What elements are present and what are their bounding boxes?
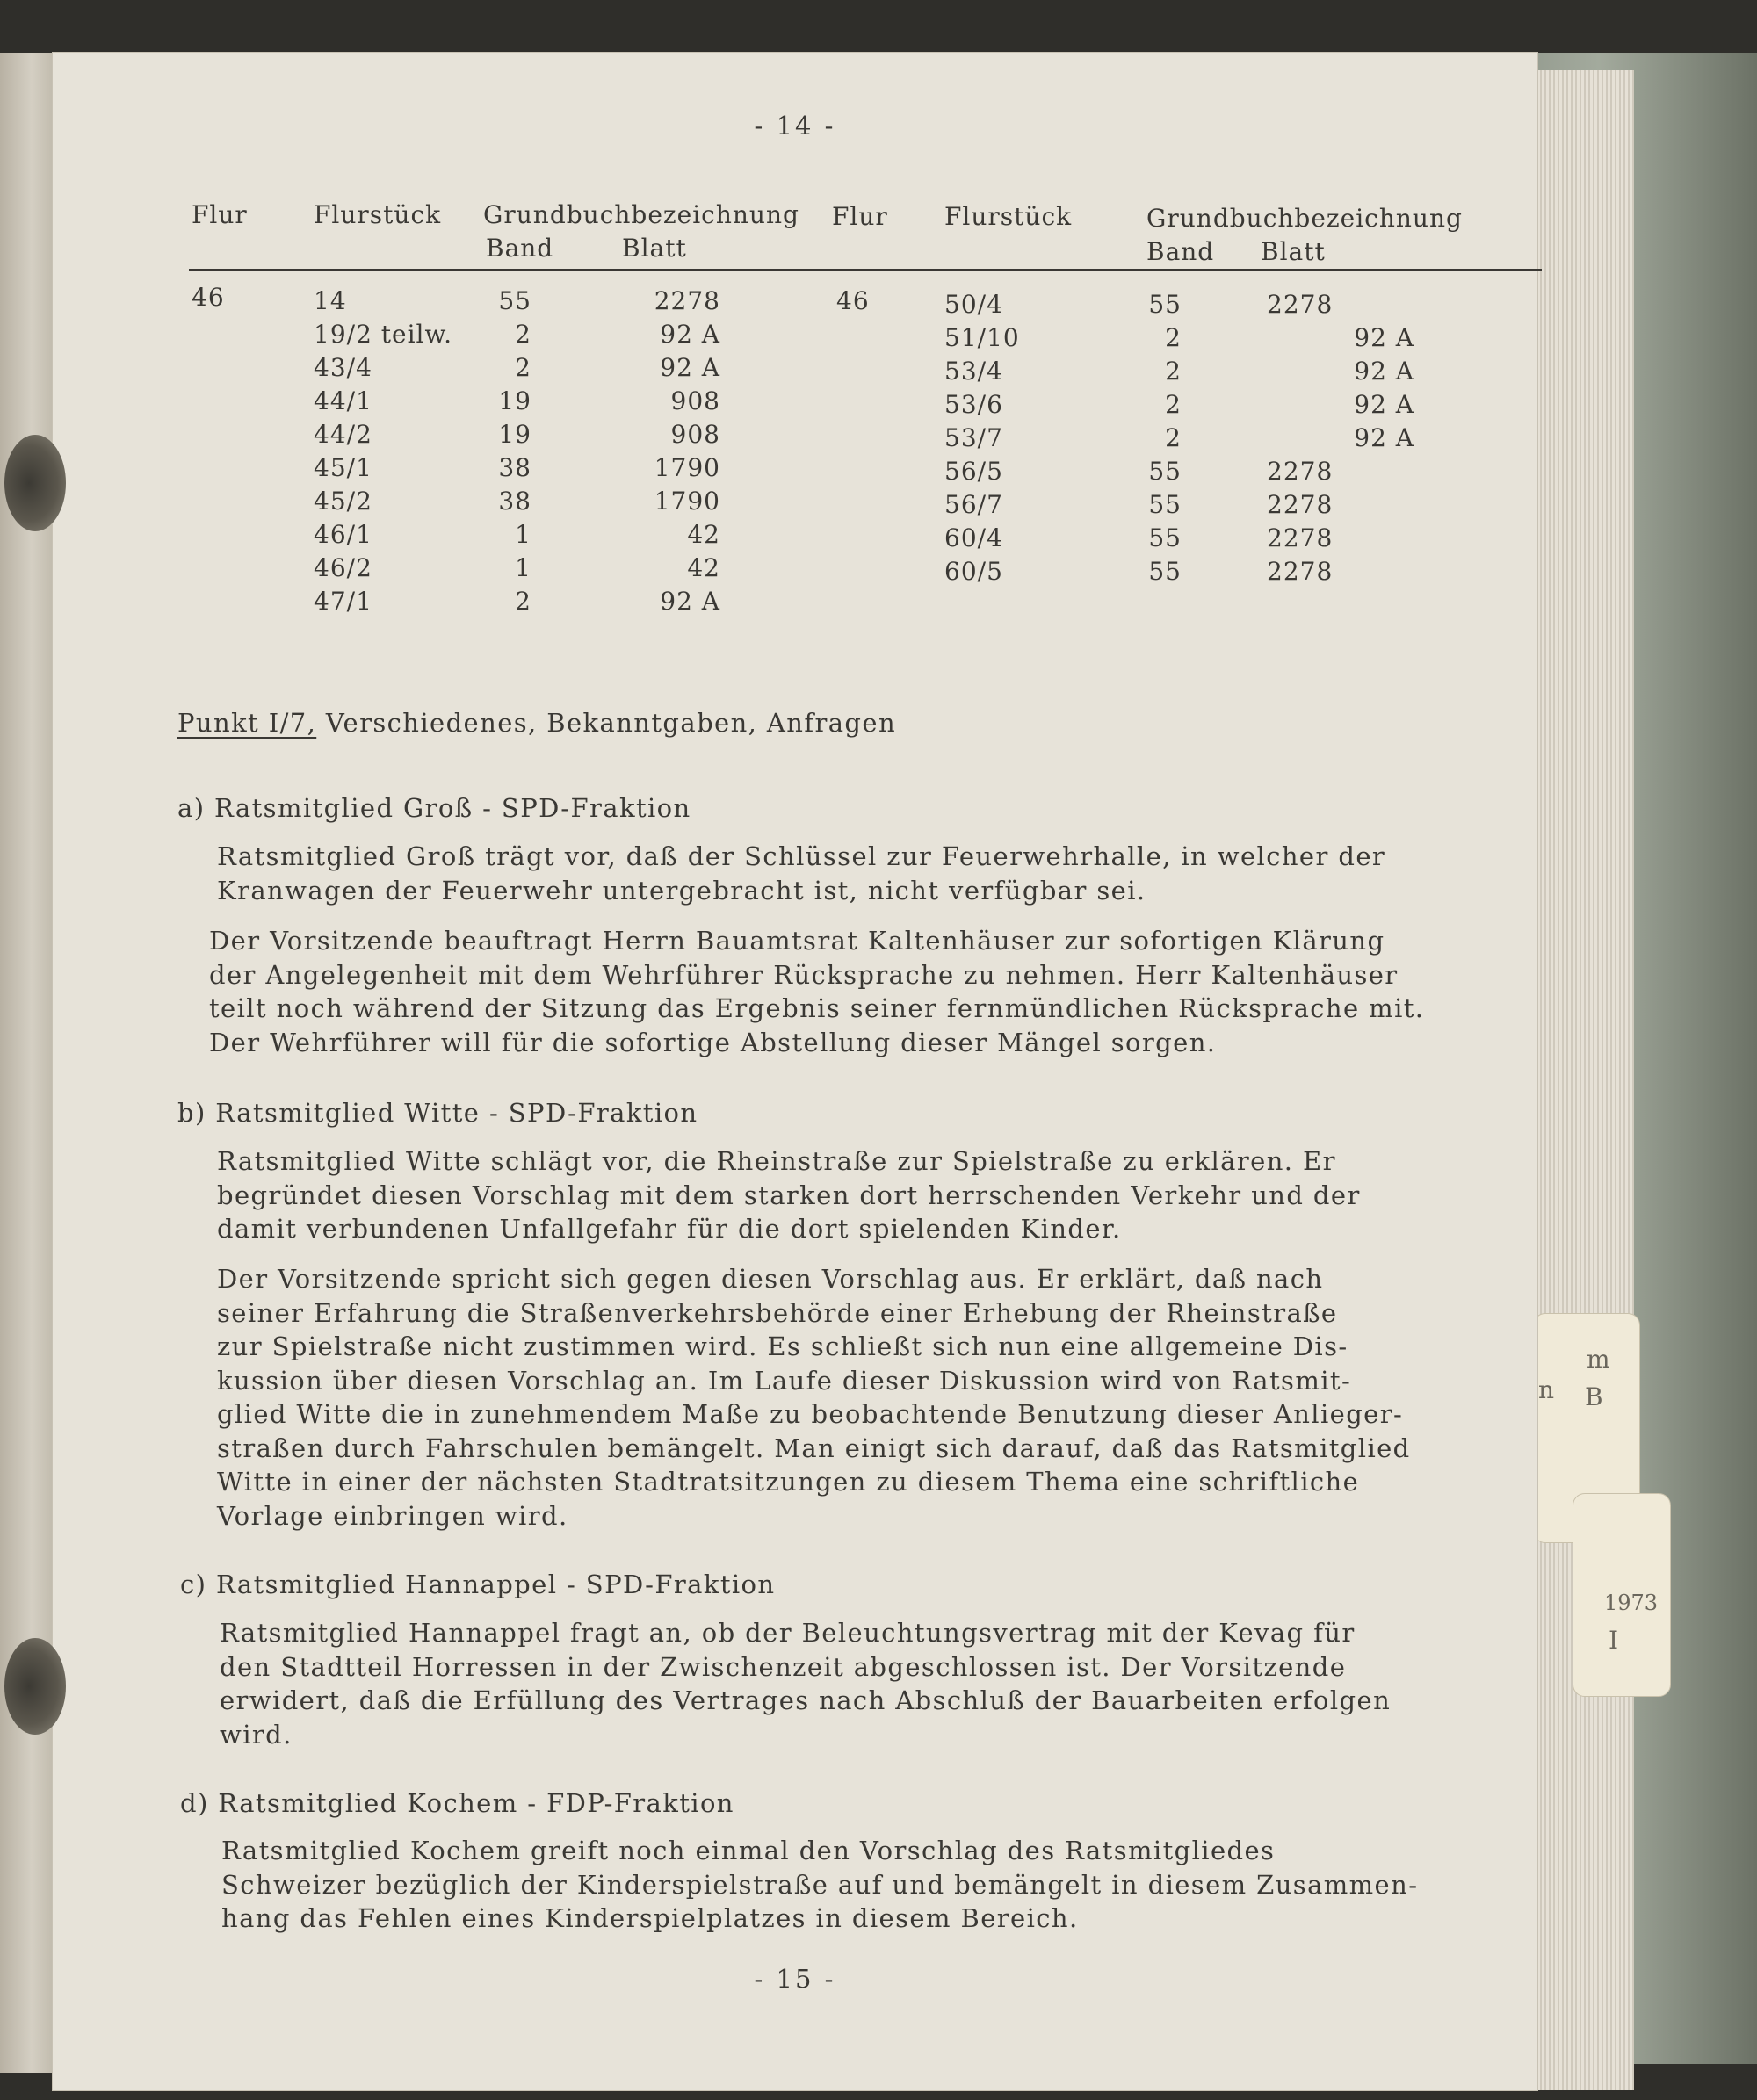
band-cell: 19	[498, 386, 531, 415]
flurstueck-cell: 53/4	[944, 357, 1003, 386]
blatt-cell: 92 A	[660, 587, 720, 616]
blatt-cell: 92 A	[660, 353, 720, 382]
flurstueck-cell: 45/1	[314, 453, 372, 482]
text-line: der Angelegenheit mit dem Wehrführer Rücksprache zu nehmen. Herr Kaltenhäuser	[209, 959, 1399, 990]
item-a-heading: a) Ratsmitglied Groß - SPD-Fraktion	[177, 793, 691, 823]
flurstueck-cell: 46/1	[314, 520, 372, 549]
punkt-label: Punkt I/7,	[177, 708, 317, 738]
blatt-cell: 1790	[654, 453, 720, 482]
header-blatt-right: Blatt	[1261, 237, 1326, 266]
flurstueck-cell: 47/1	[314, 587, 372, 616]
band-cell: 2	[515, 353, 531, 382]
blatt-cell: 92 A	[660, 320, 720, 349]
band-cell: 2	[1165, 357, 1182, 386]
blatt-cell: 2278	[654, 286, 720, 315]
flurstueck-cell: 60/5	[944, 557, 1003, 586]
band-cell: 2	[515, 320, 531, 349]
band-cell: 55	[1148, 523, 1182, 552]
text-line: Ratsmitglied Groß trägt vor, daß der Schlüssel zur Feuerwehrhalle, in welcher der	[217, 841, 1386, 871]
band-cell: 19	[498, 420, 531, 449]
text-line: Ratsmitglied Hannappel fragt an, ob der Beleuchtungsvertrag mit der Kevag für	[220, 1618, 1356, 1648]
blatt-cell: 2278	[1267, 290, 1334, 319]
band-cell: 2	[1165, 423, 1182, 452]
header-grundbuch-left: Grundbuchbezeichnung	[483, 200, 799, 229]
blatt-cell: 42	[687, 520, 720, 549]
blatt-cell: 908	[670, 386, 720, 415]
text-line: glied Witte die in zunehmendem Maße zu beobachtende Benutzung dieser Anlieger-	[217, 1399, 1404, 1429]
header-flurstueck-left: Flurstück	[314, 200, 442, 229]
blatt-cell: 42	[687, 553, 720, 582]
blatt-cell: 92 A	[1354, 357, 1414, 386]
item-d-heading: d) Ratsmitglied Kochem - FDP-Fraktion	[180, 1788, 734, 1818]
band-cell: 1	[515, 520, 531, 549]
flurstueck-cell: 14	[314, 286, 347, 315]
band-cell: 1	[515, 553, 531, 582]
blatt-cell: 2278	[1267, 457, 1334, 486]
header-grundbuch-right: Grundbuchbezeichnung	[1146, 204, 1463, 233]
band-cell: 2	[515, 587, 531, 616]
blatt-cell: 2278	[1267, 557, 1334, 586]
left-facing-page-edge	[0, 53, 53, 2073]
text-line: seiner Erfahrung die Straßenverkehrsbehörde einer Erhebung der Rheinstraße	[217, 1297, 1338, 1328]
text-line: den Stadtteil Horressen in der Zwischenzeit abgeschlossen ist. Der Vorsitzende	[220, 1651, 1347, 1682]
flur-value-right: 46	[836, 286, 870, 315]
flurstueck-cell: 44/2	[314, 420, 372, 449]
tab-text: 1973	[1604, 1591, 1659, 1615]
text-line: Witte in einer der nächsten Stadtratsitzungen zu diesem Thema eine schriftliche	[217, 1467, 1360, 1497]
tab-text: n	[1538, 1375, 1555, 1404]
flur-value-left: 46	[192, 283, 225, 312]
text-line: erwidert, daß die Erfüllung des Vertrages nach Abschluß der Bauarbeiten erfolgen	[220, 1685, 1392, 1715]
text-line: begründet diesen Vorschlag mit dem starken dort herrschenden Verkehr und der	[217, 1180, 1361, 1210]
item-c-heading: c) Ratsmitglied Hannappel - SPD-Fraktion	[180, 1570, 776, 1599]
blatt-cell: 92 A	[1354, 390, 1414, 419]
band-cell: 38	[498, 453, 531, 482]
text-line: Ratsmitglied Kochem greift noch einmal den Vorschlag des Ratsmitgliedes	[221, 1836, 1276, 1865]
text-line: Der Wehrführer will für die sofortige Abstellung dieser Mängel sorgen.	[209, 1027, 1217, 1057]
band-cell: 55	[1148, 557, 1182, 586]
flurstueck-cell: 50/4	[944, 290, 1003, 319]
item-b-para2	[217, 1262, 1411, 1533]
text-line: Der Vorsitzende spricht sich gegen diesen Vorschlag aus. Er erklärt, daß nach	[217, 1264, 1324, 1294]
document-page	[53, 53, 1537, 2090]
blatt-cell: 908	[670, 420, 720, 449]
punkt-heading	[177, 708, 896, 738]
tab-text: m	[1587, 1345, 1610, 1374]
page-number-footer: - 15 -	[754, 1964, 836, 1994]
text-line: wird.	[220, 1719, 293, 1750]
flurstueck-cell: 53/6	[944, 390, 1003, 419]
document-content	[53, 53, 1537, 2090]
band-cell: 55	[1148, 490, 1182, 519]
page-number-header: - 14 -	[754, 111, 836, 141]
item-d-para1	[221, 1834, 1418, 1936]
item-a-para2	[209, 924, 1424, 1059]
flurstueck-cell: 43/4	[314, 353, 372, 382]
punkt-title: Verschiedenes, Bekanntgaben, Anfragen	[325, 708, 897, 738]
item-c-para1	[220, 1616, 1391, 1751]
text-line: damit verbundenen Unfallgefahr für die dort spielenden Kinder.	[217, 1214, 1122, 1244]
text-line: kussion über diesen Vorschlag an. Im Laufe dieser Diskussion wird von Ratsmit-	[217, 1365, 1352, 1396]
header-flur-left: Flur	[192, 200, 248, 229]
blatt-cell: 2278	[1267, 523, 1334, 552]
flurstueck-cell: 45/2	[314, 487, 372, 516]
flurstueck-cell: 60/4	[944, 523, 1003, 552]
band-cell: 55	[1148, 290, 1182, 319]
flurstueck-cell: 51/10	[944, 323, 1020, 352]
band-cell: 55	[498, 286, 531, 315]
item-b-heading: b) Ratsmitglied Witte - SPD-Fraktion	[177, 1098, 698, 1128]
text-line: Der Vorsitzende beauftragt Herrn Bauamtsrat Kaltenhäuser zur sofortigen Klärung	[209, 926, 1385, 956]
index-tab-lower	[1573, 1493, 1671, 1697]
blatt-cell: 1790	[654, 487, 720, 516]
header-band-left: Band	[486, 234, 554, 263]
flurstueck-cell: 46/2	[314, 553, 372, 582]
item-b-para1	[217, 1144, 1361, 1246]
text-line: teilt noch während der Sitzung das Ergebnis seiner fernmündlichen Rücksprache mit.	[209, 993, 1425, 1023]
tab-text: B	[1585, 1382, 1603, 1411]
band-cell: 38	[498, 487, 531, 516]
item-a-para1	[217, 840, 1385, 907]
band-cell: 2	[1165, 323, 1182, 352]
flurstueck-cell: 19/2 teilw.	[314, 320, 453, 349]
flurstueck-cell: 44/1	[314, 386, 372, 415]
header-band-right: Band	[1146, 237, 1215, 266]
header-blatt-left: Blatt	[622, 234, 687, 263]
text-line: Vorlage einbringen wird.	[217, 1500, 568, 1531]
text-line: hang das Fehlen eines Kinderspielplatzes in diesem Bereich.	[221, 1903, 1079, 1933]
band-cell: 55	[1148, 457, 1182, 486]
table-header-rule	[189, 269, 1542, 271]
band-cell: 2	[1165, 390, 1182, 419]
tab-text: I	[1609, 1626, 1619, 1655]
text-line: straßen durch Fahrschulen bemängelt. Man einigt sich darauf, daß das Ratsmitglied	[217, 1432, 1411, 1463]
flurstueck-cell: 56/5	[944, 457, 1003, 486]
text-line: Kranwagen der Feuerwehr untergebracht ist, nicht verfügbar sei.	[217, 875, 1146, 906]
flurstueck-cell: 56/7	[944, 490, 1003, 519]
text-line: zur Spielstraße nicht zustimmen wird. Es schließt sich nun eine allgemeine Dis-	[217, 1331, 1348, 1361]
blatt-cell: 92 A	[1354, 323, 1414, 352]
header-flurstueck-right: Flurstück	[944, 202, 1073, 231]
header-flur-right: Flur	[832, 202, 888, 231]
blatt-cell: 2278	[1267, 490, 1334, 519]
flurstueck-cell: 53/7	[944, 423, 1003, 452]
text-line: Schweizer bezüglich der Kinderspielstraße auf und bemängelt in diesem Zusammen-	[221, 1869, 1419, 1900]
blatt-cell: 92 A	[1354, 423, 1414, 452]
text-line: Ratsmitglied Witte schlägt vor, die Rheinstraße zur Spielstraße zu erklären. Er	[217, 1146, 1336, 1176]
